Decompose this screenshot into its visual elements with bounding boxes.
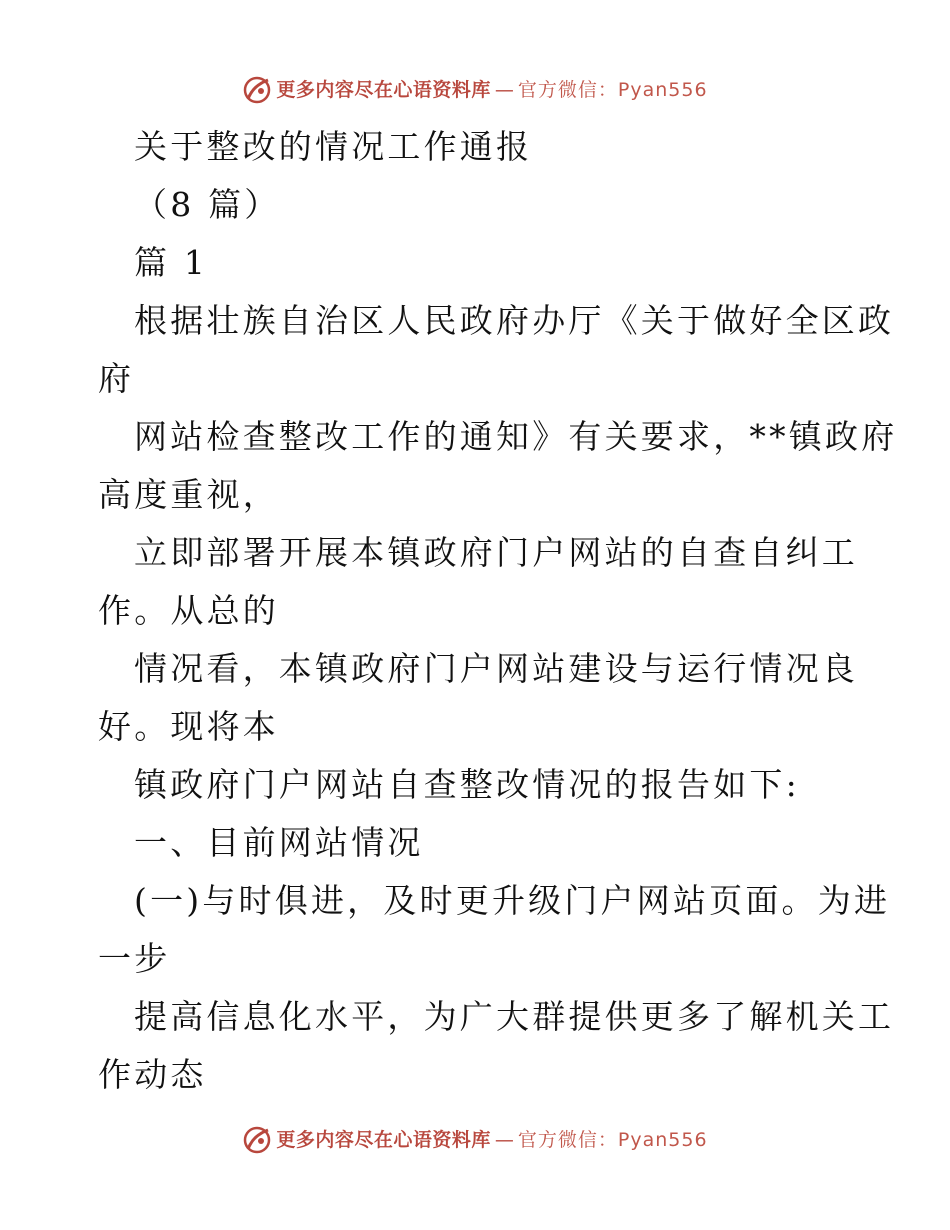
logo-icon (242, 75, 272, 105)
paragraph-line: 作动态 (98, 1055, 207, 1094)
watermark-sub-text: 官方微信：Pyan556 (517, 1128, 708, 1151)
subsection-heading: 一、目前网站情况 (134, 823, 424, 862)
watermark-footer (0, 1120, 950, 1160)
watermark-sub-text: 官方微信：Pyan556 (517, 78, 708, 101)
paragraph-line: 府 (98, 359, 135, 398)
watermark-header (0, 70, 950, 110)
paragraph-line: 立即部署开展本镇政府门户网站的自查自纠工 (134, 533, 858, 572)
paragraph-line: (一)与时俱进，及时更升级门户网站页面。为进 (134, 881, 891, 920)
paragraph-line: 情况看，本镇政府门户网站建设与运行情况良 (134, 649, 858, 688)
watermark-main-text: 更多内容尽在心语资料库 (276, 78, 491, 101)
watermark-dash: — (494, 78, 514, 101)
section-heading: 篇 1 (134, 243, 209, 282)
paragraph-line: 网站检查整改工作的通知》有关要求，**镇政府 (134, 417, 898, 456)
doc-title: 关于整改的情况工作通报 (134, 127, 533, 166)
paragraph-line: 高度重视， (98, 475, 279, 514)
paragraph-line: 好。现将本 (98, 707, 279, 746)
paragraph-line: 镇政府门户网站自查整改情况的报告如下: (134, 765, 800, 804)
logo-icon (242, 1125, 272, 1155)
paragraph-line: 一步 (98, 939, 171, 978)
paragraph-line: 根据壮族自治区人民政府办厅《关于做好全区政 (134, 301, 895, 340)
paragraph-line: 提高信息化水平，为广大群提供更多了解机关工 (134, 997, 895, 1036)
watermark-main-text: 更多内容尽在心语资料库 (276, 1128, 491, 1151)
doc-subtitle: （8 篇） (134, 185, 281, 224)
paragraph-line: 作。从总的 (98, 591, 279, 630)
document-body (98, 118, 898, 1104)
watermark-dash: — (494, 1128, 514, 1151)
